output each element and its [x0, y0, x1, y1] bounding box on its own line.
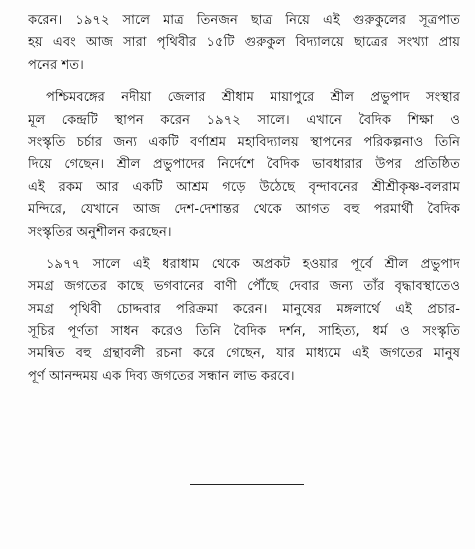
- text-line: ১৯৭৭ সালে এই ধরাধাম থেকে অপ্রকট হওয়ার পূর্বে শ্রীল প্রভুপাদ: [46, 256, 460, 272]
- text-line: পূর্ণ আনন্দময় এক দিব্য জগতের সন্ধান লাভ করবে।: [28, 368, 295, 384]
- text-line: মন্দিরে, যেখানে আজ দেশ-দেশান্তর থেকে আগত বহু পরমার্থী বৈদিক: [28, 202, 460, 218]
- text-line: সূচির পূর্ণতা সাধন করেও তিনি বৈদিক দর্শন, সাহিত্য, ধর্ম ও সংস্কৃতি: [28, 324, 460, 340]
- text-line: দিয়ে গেছেন। শ্রীল প্রভুপাদের নির্দেশে বৈদিক ভাবধারার উপর প্রতিষ্ঠিত: [28, 157, 460, 173]
- text-line: সমন্বিত বহু গ্রন্থাবলী রচনা করে গেছেন, যার মাধ্যমে এই জগতের মানুষ: [28, 346, 460, 362]
- paragraph-1: [28, 10, 460, 77]
- text-line: করেন। ১৯৭২ সালে মাত্র তিনজন ছাত্র নিয়ে এই গুরুকুলের সূত্রপাত: [28, 13, 460, 28]
- paragraph-3: [28, 254, 460, 388]
- text-line: সংস্কৃতির অনুশীলন করছেন।: [28, 224, 172, 240]
- section-divider: [190, 484, 304, 485]
- text-line: মূল কেন্দ্রটি স্থাপন করেন ১৯৭২ সালে। এখানে বৈদিক শিক্ষা ও: [28, 112, 460, 128]
- text-line: হয় এবং আজ সারা পৃথিবীর ১৫টি গুরুকুল বিদ্যালয়ে ছাত্রের সংখ্যা প্রায়: [28, 35, 460, 51]
- text-line: সমগ্র পৃথিবী চোদ্দবার পরিক্রমা করেন। মানুষের মঙ্গলার্থে এই প্রচার-: [28, 301, 460, 317]
- text-line: সমগ্র জগতের কাছে ভগবানের বাণী পৌঁছে দেবার জন্য তাঁর বৃদ্ধাবস্থাতেও: [28, 279, 460, 295]
- paragraph-2: [28, 87, 460, 244]
- body-text: [28, 10, 460, 398]
- text-line: সংস্কৃতি চর্চার জন্য একটি বর্ণাশ্রম মহাবিদ্যালয় স্থাপনের পরিকল্পনাও তিনি: [28, 134, 460, 150]
- text-line: পনের শত।: [28, 57, 84, 73]
- text-line: এই রকম আর একটি আশ্রম গড়ে উঠেছে বৃন্দাবনের শ্রীশ্রীকৃষ্ণ-বলরাম: [28, 179, 460, 195]
- text-line: পশ্চিমবঙ্গের নদীয়া জেলার শ্রীধাম মায়াপুরে শ্রীল প্রভুপাদ সংস্থার: [46, 90, 460, 106]
